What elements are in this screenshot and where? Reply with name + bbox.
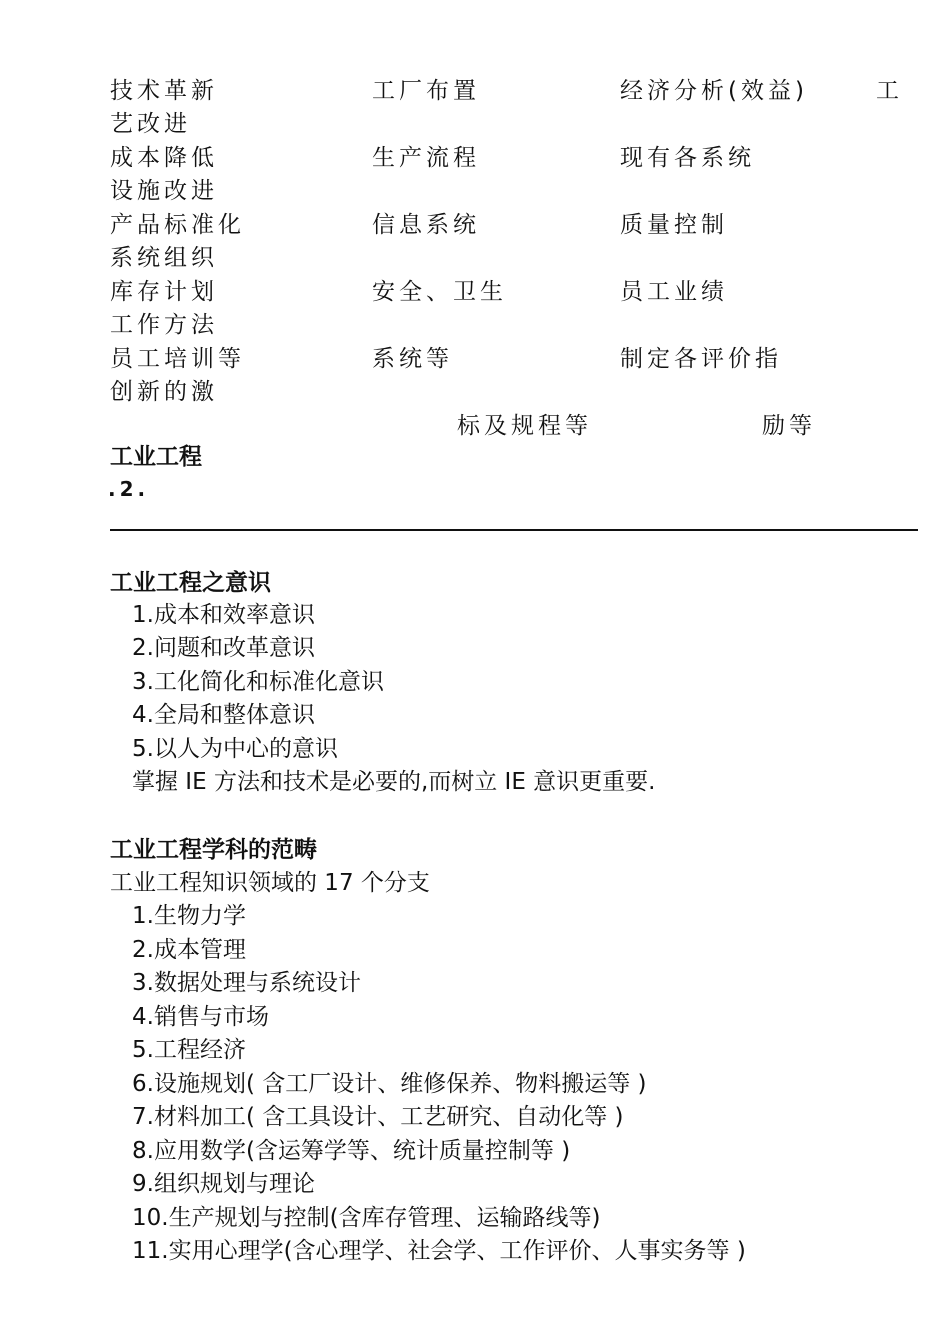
grid-cell-r3c3: 现有各系统 xyxy=(620,145,755,171)
grid-cell-r7c1: 库存计划 xyxy=(110,279,218,305)
list-item xyxy=(132,667,384,697)
grid-cell-r5c3: 质量控制 xyxy=(620,212,728,238)
list-item xyxy=(132,600,315,630)
list-item-text: 成本管理 xyxy=(153,937,246,963)
list-item xyxy=(132,1102,624,1132)
list-item xyxy=(132,968,361,998)
grid-cell-r4c1: 设施改进 xyxy=(110,178,218,204)
grid-cell-r1c3: 经济分析(效益) xyxy=(620,78,808,104)
list-item xyxy=(132,734,338,764)
list-item xyxy=(132,1203,601,1233)
list-item-number: 5. xyxy=(132,736,154,762)
grid-cell-r9c3: 制定各评价指 xyxy=(620,346,782,372)
grid-cell-r3c1: 成本降低 xyxy=(110,145,218,171)
grid-cell-r5c2: 信息系统 xyxy=(372,212,480,238)
list-item-number: 4. xyxy=(132,702,154,728)
list-item-text: 成本和效率意识 xyxy=(153,602,315,628)
list-item-text: 工化简化和标准化意识 xyxy=(153,669,384,695)
grid-cell-r9c2: 系统等 xyxy=(372,346,453,372)
list-item-text: 全局和整体意识 xyxy=(153,702,315,728)
list-item-number: 10. xyxy=(132,1205,169,1231)
list-item-text: 实用心理学(含心理学、社会学、工作评价、人事实务等 ) xyxy=(168,1238,746,1264)
grid-cell-r1c1: 技术革新 xyxy=(110,78,218,104)
grid-cell-r11c3: 励等 xyxy=(762,413,816,439)
list-item-text: 材料加工( 含工具设计、工艺研究、自动化等 ) xyxy=(153,1104,624,1130)
list-item-text: 应用数学(含运筹学等、统计质量控制等 ) xyxy=(153,1138,571,1164)
list-item xyxy=(132,1035,246,1065)
list-item-text: 组织规划与理论 xyxy=(153,1171,315,1197)
list-item-text: 生物力学 xyxy=(153,903,246,929)
awareness-note: 掌握 IE 方法和技术是必要的,而树立 IE 意识更重要. xyxy=(132,769,656,795)
list-item xyxy=(132,700,315,730)
scope-heading: 工业工程学科的范畴 xyxy=(110,837,317,863)
list-item-text: 设施规划( 含工厂设计、维修保养、物料搬运等 ) xyxy=(153,1071,647,1097)
list-item-text: 问题和改革意识 xyxy=(153,635,315,661)
list-item-text: 数据处理与系统设计 xyxy=(153,970,361,996)
awareness-heading: 工业工程之意识 xyxy=(110,570,271,596)
list-item-number: 1. xyxy=(132,903,154,929)
list-item-number: 9. xyxy=(132,1171,154,1197)
list-item-number: 1. xyxy=(132,602,154,628)
list-item-number: 8. xyxy=(132,1138,154,1164)
list-item xyxy=(132,1136,570,1166)
list-item-number: 5. xyxy=(132,1037,154,1063)
grid-cell-r1c4: 工 xyxy=(876,78,903,104)
list-item-number: 4. xyxy=(132,1004,154,1030)
grid-cell-r9c1: 员工培训等 xyxy=(110,346,245,372)
list-item-text: 销售与市场 xyxy=(153,1004,269,1030)
list-item-text: 工程经济 xyxy=(153,1037,246,1063)
section-title: 工业工程 xyxy=(110,444,202,470)
list-item xyxy=(132,1002,269,1032)
list-item-number: 3. xyxy=(132,669,154,695)
list-item-number: 2. xyxy=(132,635,154,661)
grid-cell-r3c2: 生产流程 xyxy=(372,145,480,171)
list-item xyxy=(132,1069,647,1099)
grid-cell-r10c1: 创新的激 xyxy=(110,379,218,405)
scope-intro: 工业工程知识领域的 17 个分支 xyxy=(110,870,430,896)
list-item-number: 3. xyxy=(132,970,154,996)
list-item xyxy=(132,633,315,663)
grid-cell-r11c2: 标及规程等 xyxy=(457,413,592,439)
list-item xyxy=(132,1169,315,1199)
grid-cell-r1c2: 工厂布置 xyxy=(372,78,480,104)
grid-cell-r2c1: 艺改进 xyxy=(110,111,191,137)
grid-cell-r8c1: 工作方法 xyxy=(110,312,218,338)
list-item-number: 7. xyxy=(132,1104,154,1130)
grid-cell-r5c1: 产品标准化 xyxy=(110,212,245,238)
list-item xyxy=(132,901,246,931)
horizontal-rule xyxy=(110,529,918,531)
list-item xyxy=(132,935,246,965)
grid-cell-r6c1: 系统组织 xyxy=(110,245,218,271)
list-item-text: 生产规划与控制(含库存管理、运输路线等) xyxy=(168,1205,601,1231)
list-item-number: 11. xyxy=(132,1238,169,1264)
list-item-number: 6. xyxy=(132,1071,154,1097)
grid-cell-r7c2: 安全、卫生 xyxy=(372,279,507,305)
page-number: .2. xyxy=(108,477,150,501)
grid-cell-r7c3: 员工业绩 xyxy=(620,279,728,305)
list-item-number: 2. xyxy=(132,937,154,963)
list-item-text: 以人为中心的意识 xyxy=(153,736,338,762)
list-item xyxy=(132,1236,746,1266)
